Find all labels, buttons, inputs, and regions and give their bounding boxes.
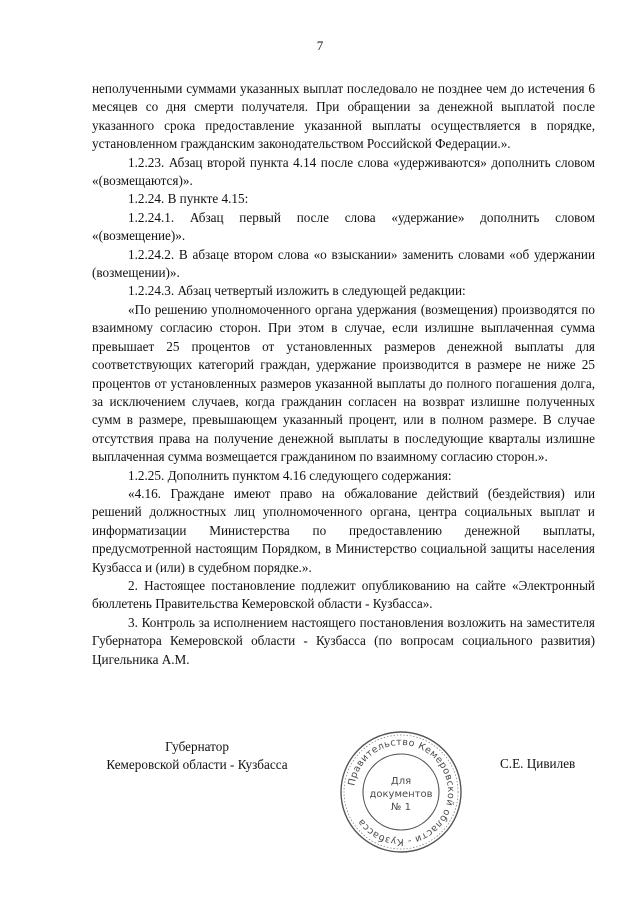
stamp-center-line1: Для — [390, 776, 412, 787]
stamp-center-line2: документов — [369, 789, 433, 800]
paragraph-1-2-24: 1.2.24. В пункте 4.15: — [128, 191, 249, 207]
paragraph-1-2-24-3: 1.2.24.3. Абзац четвертый изложить в следующей редакции: — [128, 283, 466, 299]
paragraph-1-2-23: 1.2.23. Абзац второй пункта 4.14 после слова «удерживаются» дополнить словом «(возмещаются)». — [92, 154, 595, 189]
document-body — [92, 80, 595, 669]
signature-block — [0, 728, 640, 848]
paragraph-1-2-24-1: 1.2.24.1. Абзац первый после слова «удержание» дополнить словом «(возмещение)». — [92, 209, 595, 244]
paragraph-quote-withholding: «По решению уполномоченного органа удержания (возмещения) производятся по взаимному согласию сторон. При этом в случае, если излишне выплаченная сумма превышает 25 процентов от установленных размеров денежной выплаты для соответствующих категорий граждан, удержание производится в размере не ниже 25 процентов от установленных размеров указанной выплаты до полного погашения долга, за исключением случаев, когда гражданин согласен на возврат излишне полученных сумм в размере, превышающем указанный процент, или в полном размере. В случае отсутствия права на получение денежной выплаты в последующие кварталы излишне выплаченная сумма возмещается гражданином по взаимному согласию сторон.». — [92, 301, 595, 465]
paragraph-1-2-25: 1.2.25. Дополнить пунктом 4.16 следующего содержания: — [128, 467, 452, 483]
official-stamp — [337, 728, 465, 856]
page-number: 7 — [316, 38, 324, 53]
paragraph-continuation: неполученными суммами указанных выплат последовало не позднее чем до истечения 6 месяцев со дня смерти получателя. При обращении за денежной выплатой после указанного срока предоставление указанной выплаты осуществляется в порядке, установленном гражданским законодательством Российской Федерации.». — [92, 81, 595, 152]
paragraph-quote-4-16: «4.16. Граждане имеют право на обжалование действий (бездействия) или решений должностных лиц уполномоченного органа, центра социальных выплат и информатизации Министерства по предоставлению денежной выплаты, предусмотренной настоящим Порядком, в Министерство социальной защиты населения Кузбасса и (или) в судебном порядке.». — [92, 485, 595, 575]
paragraph-3-control: 3. Контроль за исполнением настоящего постановления возложить на заместителя Губернатора Кемеровской области - Кузбасса (по вопросам социального развития) Цигельника А.М. — [92, 614, 595, 667]
signatory-title-line2: Кемеровской области - Кузбасса — [106, 757, 288, 772]
paragraph-2-publication: 2. Настоящее постановление подлежит опубликованию на сайте «Электронный бюллетень Правительства Кемеровской области - Кузбасса». — [92, 577, 595, 612]
stamp-seal-icon — [337, 728, 465, 856]
stamp-ring-text: Правительство Кемеровской области - Кузбасса — [346, 736, 457, 848]
signatory-title — [92, 738, 302, 774]
signatory-title-line1: Губернатор — [165, 739, 229, 754]
paragraph-1-2-24-2: 1.2.24.2. В абзаце втором слова «о взыскании» заменить словами «об удержании (возмещении)». — [92, 246, 595, 281]
stamp-center-line3: № 1 — [391, 802, 411, 813]
signatory-name: С.Е. Цивилев — [500, 756, 576, 771]
